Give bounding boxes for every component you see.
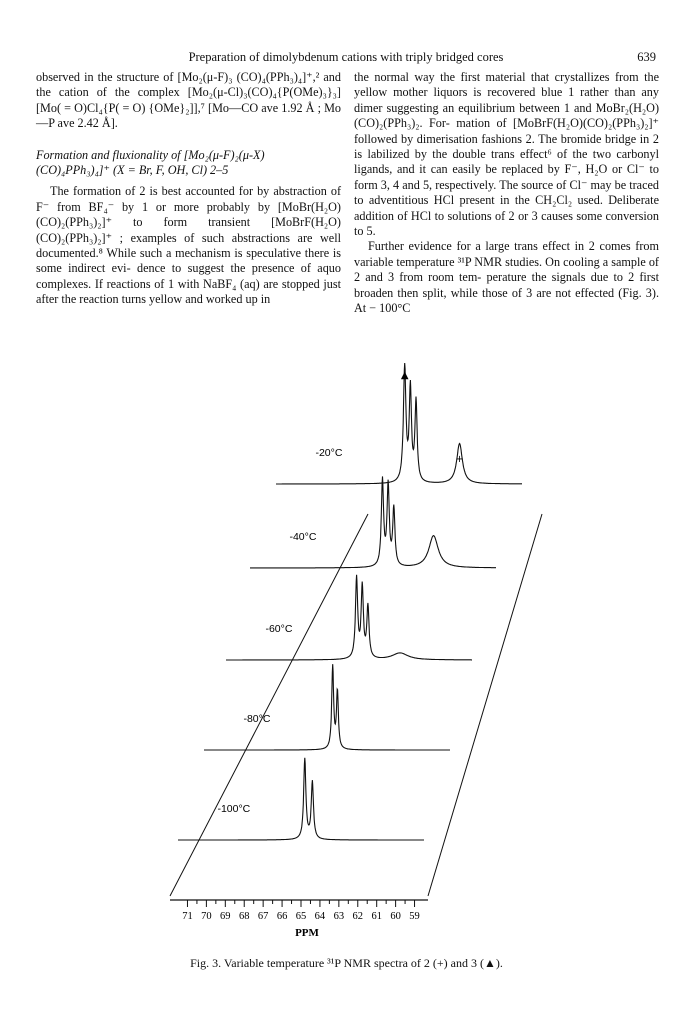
text-line: between 1 and MoBr₂(H₂O)(CO)₂(PPh₃)₂. For- <box>354 100 659 131</box>
x-tick-label: 62 <box>352 911 364 922</box>
text-line: of HCl to solutions of 2 or 3 causes some conversion <box>397 208 659 223</box>
text-line: from the yellow mother liquors is recovered blue 1 <box>354 70 659 100</box>
peak-marker: ▲ <box>400 370 409 381</box>
spectrum-trace <box>276 363 522 484</box>
x-tick-label: 65 <box>295 911 307 922</box>
text-line: perature the signals due to 2 first broaden then split, <box>354 270 659 300</box>
text-line: dence to suggest the presence of aquo complexes. <box>36 261 341 291</box>
text-line: two carbonyl ligands, and it can easily be replaced <box>354 147 659 177</box>
page-number: 639 <box>637 50 656 64</box>
text-line: by [MoBr(H₂O)(CO)₂(PPh₃)₂]⁺ to form transient <box>36 199 341 230</box>
text-line: mechanism is speculative there is some indirect evi- <box>36 246 341 276</box>
x-tick-label: 67 <box>257 911 269 922</box>
temperature-label: -60°C <box>265 623 293 635</box>
x-axis-label: PPM <box>295 927 319 939</box>
x-tick-label: 59 <box>409 911 420 922</box>
text-line: abstraction of F⁻ from BF₄⁻ by 1 or more probably <box>36 184 342 214</box>
spectrum-trace <box>204 664 450 750</box>
text-line: [MoBrF(H₂O)(CO)₂(PPh₃)₂]⁺ ; examples of such <box>36 215 341 245</box>
x-tick-label: 61 <box>371 911 382 922</box>
x-tick-label: 63 <box>333 911 345 922</box>
text-line: [Mo₂(μ-Cl)₃(CO)₄{P(OMe)₃}₃][Mo( = O)Cl₄{P( = O) <box>36 85 341 115</box>
spectrum-trace <box>178 758 424 840</box>
text-line: while those of 3 are not effected (Fig. 3). At − 100°C <box>354 285 660 316</box>
text-line: to 5. <box>354 224 376 239</box>
x-tick-label: 70 <box>201 911 212 922</box>
spectrum-trace <box>226 575 472 660</box>
text-line: HCl present in the CH₂Cl₂ used. Deliberate addition <box>354 193 659 223</box>
text-line: mation of [MoBrF(H₂O)(CO)₂(PPh₃)₂]⁺ followed <box>354 116 659 146</box>
text-line: in 2 is labilized by the double trans effect⁶ of the <box>354 131 659 162</box>
peak-marker: + <box>455 454 464 465</box>
temperature-label: -20°C <box>315 447 343 459</box>
text-line: comes from variable temperature ³¹P NMR studies. <box>354 239 660 269</box>
text-line: On cooling a sample of 2 and 3 from room tem- <box>354 254 659 285</box>
frame-right-edge <box>428 514 542 896</box>
text-line: {OMe}₂]],⁷ [Mo—CO ave 1.92 Å ; Mo—P ave 2.42 Å]. <box>36 100 342 131</box>
x-tick-label: 60 <box>390 911 401 922</box>
heading-line: Formation and fluxionality of [Mo₂(μ-F)₂(μ-X) <box>36 147 265 162</box>
text-line: The source of Cl⁻ may be traced to adventitious <box>354 177 659 208</box>
text-line: by F⁻, H₂O or Cl⁻ to form 3, 4 and 5, respectively. <box>354 162 659 192</box>
x-tick-label: 71 <box>182 911 193 922</box>
text-line: the normal way the first material that crystallizes <box>354 70 615 84</box>
temperature-label: -80°C <box>243 713 271 725</box>
x-tick-label: 68 <box>238 911 250 922</box>
figure-caption: Fig. 3. Variable temperature ³¹P NMR spectra of 2 (+) and 3 (▲). <box>190 956 503 970</box>
temperature-label: -100°C <box>217 803 251 815</box>
text-line: abstractions are well documented.⁸ While such a <box>36 230 341 261</box>
text-line: The formation of 2 is best accounted for by <box>50 184 274 199</box>
x-tick-label: 69 <box>220 911 231 922</box>
heading-line: (CO)₄PPh₃)₄]⁺ (X = Br, F, OH, Cl) 2–5 <box>36 163 229 178</box>
text-line: Further evidence for a large trans effect in 2 <box>368 239 600 254</box>
text-line: observed in the structure of [Mo₂(μ-F)₃ <box>36 70 237 84</box>
text-line: If reactions of 1 with NaBF₄ (aq) are stopped just <box>94 276 341 291</box>
running-title: Preparation of dimolybdenum cations with triply bridged cores <box>188 50 504 64</box>
x-tick-label: 64 <box>314 911 326 922</box>
text-line: by dimerisation fashions 2. The bromide bridge <box>400 131 640 146</box>
text-line: (CO)₄(PPh₃)₄]⁺,² and the cation of the complex <box>36 70 341 100</box>
x-tick-label: 66 <box>276 911 288 922</box>
spectrum-trace <box>250 476 496 568</box>
text-line: rather than any dimer suggesting an equilibrium <box>354 85 659 115</box>
temperature-label: -40°C <box>289 531 317 543</box>
text-line: after the reaction turns yellow and worked up in <box>36 292 271 307</box>
